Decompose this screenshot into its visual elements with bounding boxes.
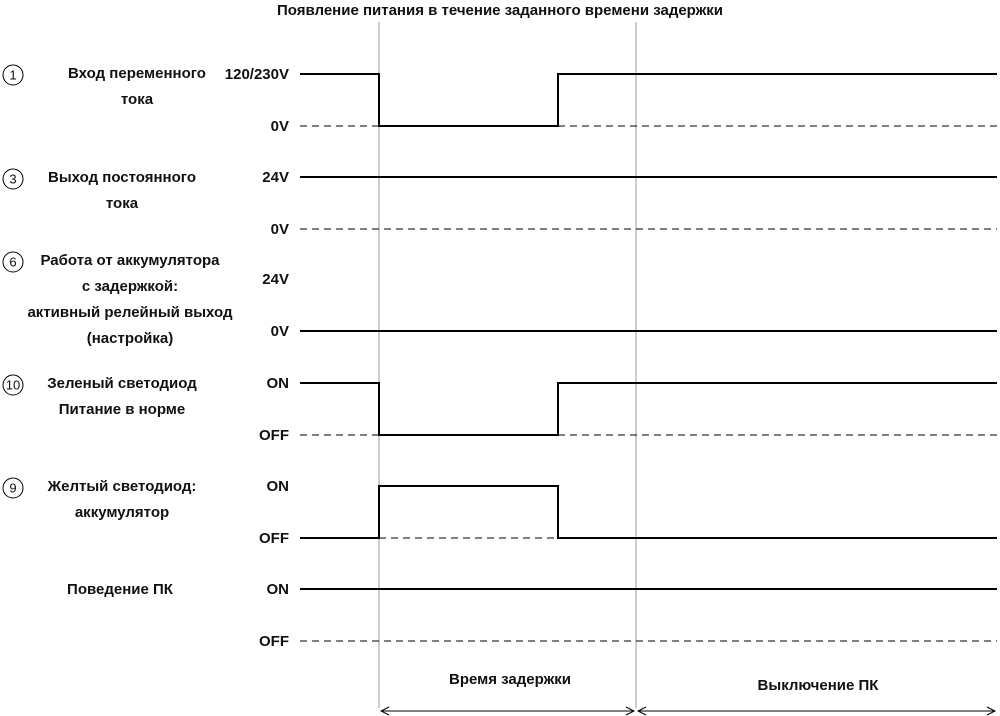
signal-high-level-label: ON xyxy=(266,478,289,495)
signal-low-level-label: 0V xyxy=(270,323,289,340)
signal-row-4 xyxy=(3,375,997,444)
signals-group xyxy=(3,65,997,650)
phase-delay-label: Время задержки xyxy=(449,671,571,688)
phase-shutdown xyxy=(638,677,995,715)
signal-label-line: Выход постоянного xyxy=(48,169,196,186)
signal-high-level-label: ON xyxy=(266,581,289,598)
signal-label-line: Желтый светодиод: xyxy=(47,478,197,495)
signal-low-level-label: OFF xyxy=(259,427,289,444)
signal-label-line: Зеленый светодиод xyxy=(47,375,197,392)
signal-label-line: Работа от аккумулятора xyxy=(40,252,220,269)
signal-high-level-label: 120/230V xyxy=(224,66,289,83)
signal-number: 6 xyxy=(9,254,17,270)
signal-label-line: Питание в норме xyxy=(58,401,186,418)
signal-row-3 xyxy=(3,252,997,347)
signal-label-line: Поведение ПК xyxy=(67,581,173,598)
signal-label-line: тока xyxy=(105,195,139,212)
signal-number: 9 xyxy=(9,480,17,496)
signal-number: 10 xyxy=(5,377,21,393)
signal-low-level-label: OFF xyxy=(259,633,289,650)
signal-low-level-label: OFF xyxy=(259,530,289,547)
signal-low-level-label: 0V xyxy=(270,221,289,238)
signal-label-line: активный релейный выход xyxy=(27,304,233,321)
signal-number: 3 xyxy=(9,171,17,187)
signal-waveform xyxy=(300,383,997,435)
signal-label-line: Вход переменного xyxy=(68,65,206,82)
phase-shutdown-label: Выключение ПК xyxy=(757,677,879,694)
signal-high-level-label: ON xyxy=(266,375,289,392)
signal-number: 1 xyxy=(9,67,17,83)
signal-waveform xyxy=(300,74,997,126)
signal-high-level-label: 24V xyxy=(262,169,289,186)
diagram-title: Появление питания в течение заданного времени задержки xyxy=(276,2,724,19)
signal-label-line: тока xyxy=(120,91,154,108)
signal-row-5 xyxy=(3,478,997,547)
signal-row-1 xyxy=(3,65,997,135)
signal-waveform xyxy=(300,486,997,538)
phase-delay xyxy=(381,671,634,715)
signal-high-level-label: 24V xyxy=(262,271,289,288)
signal-label-line: аккумулятор xyxy=(74,504,170,521)
signal-row-2 xyxy=(3,169,997,238)
signal-low-level-label: 0V xyxy=(270,118,289,135)
signal-label-line: (настройка) xyxy=(86,330,174,347)
signal-row-6 xyxy=(67,581,997,650)
signal-label-line: с задержкой: xyxy=(81,278,179,295)
